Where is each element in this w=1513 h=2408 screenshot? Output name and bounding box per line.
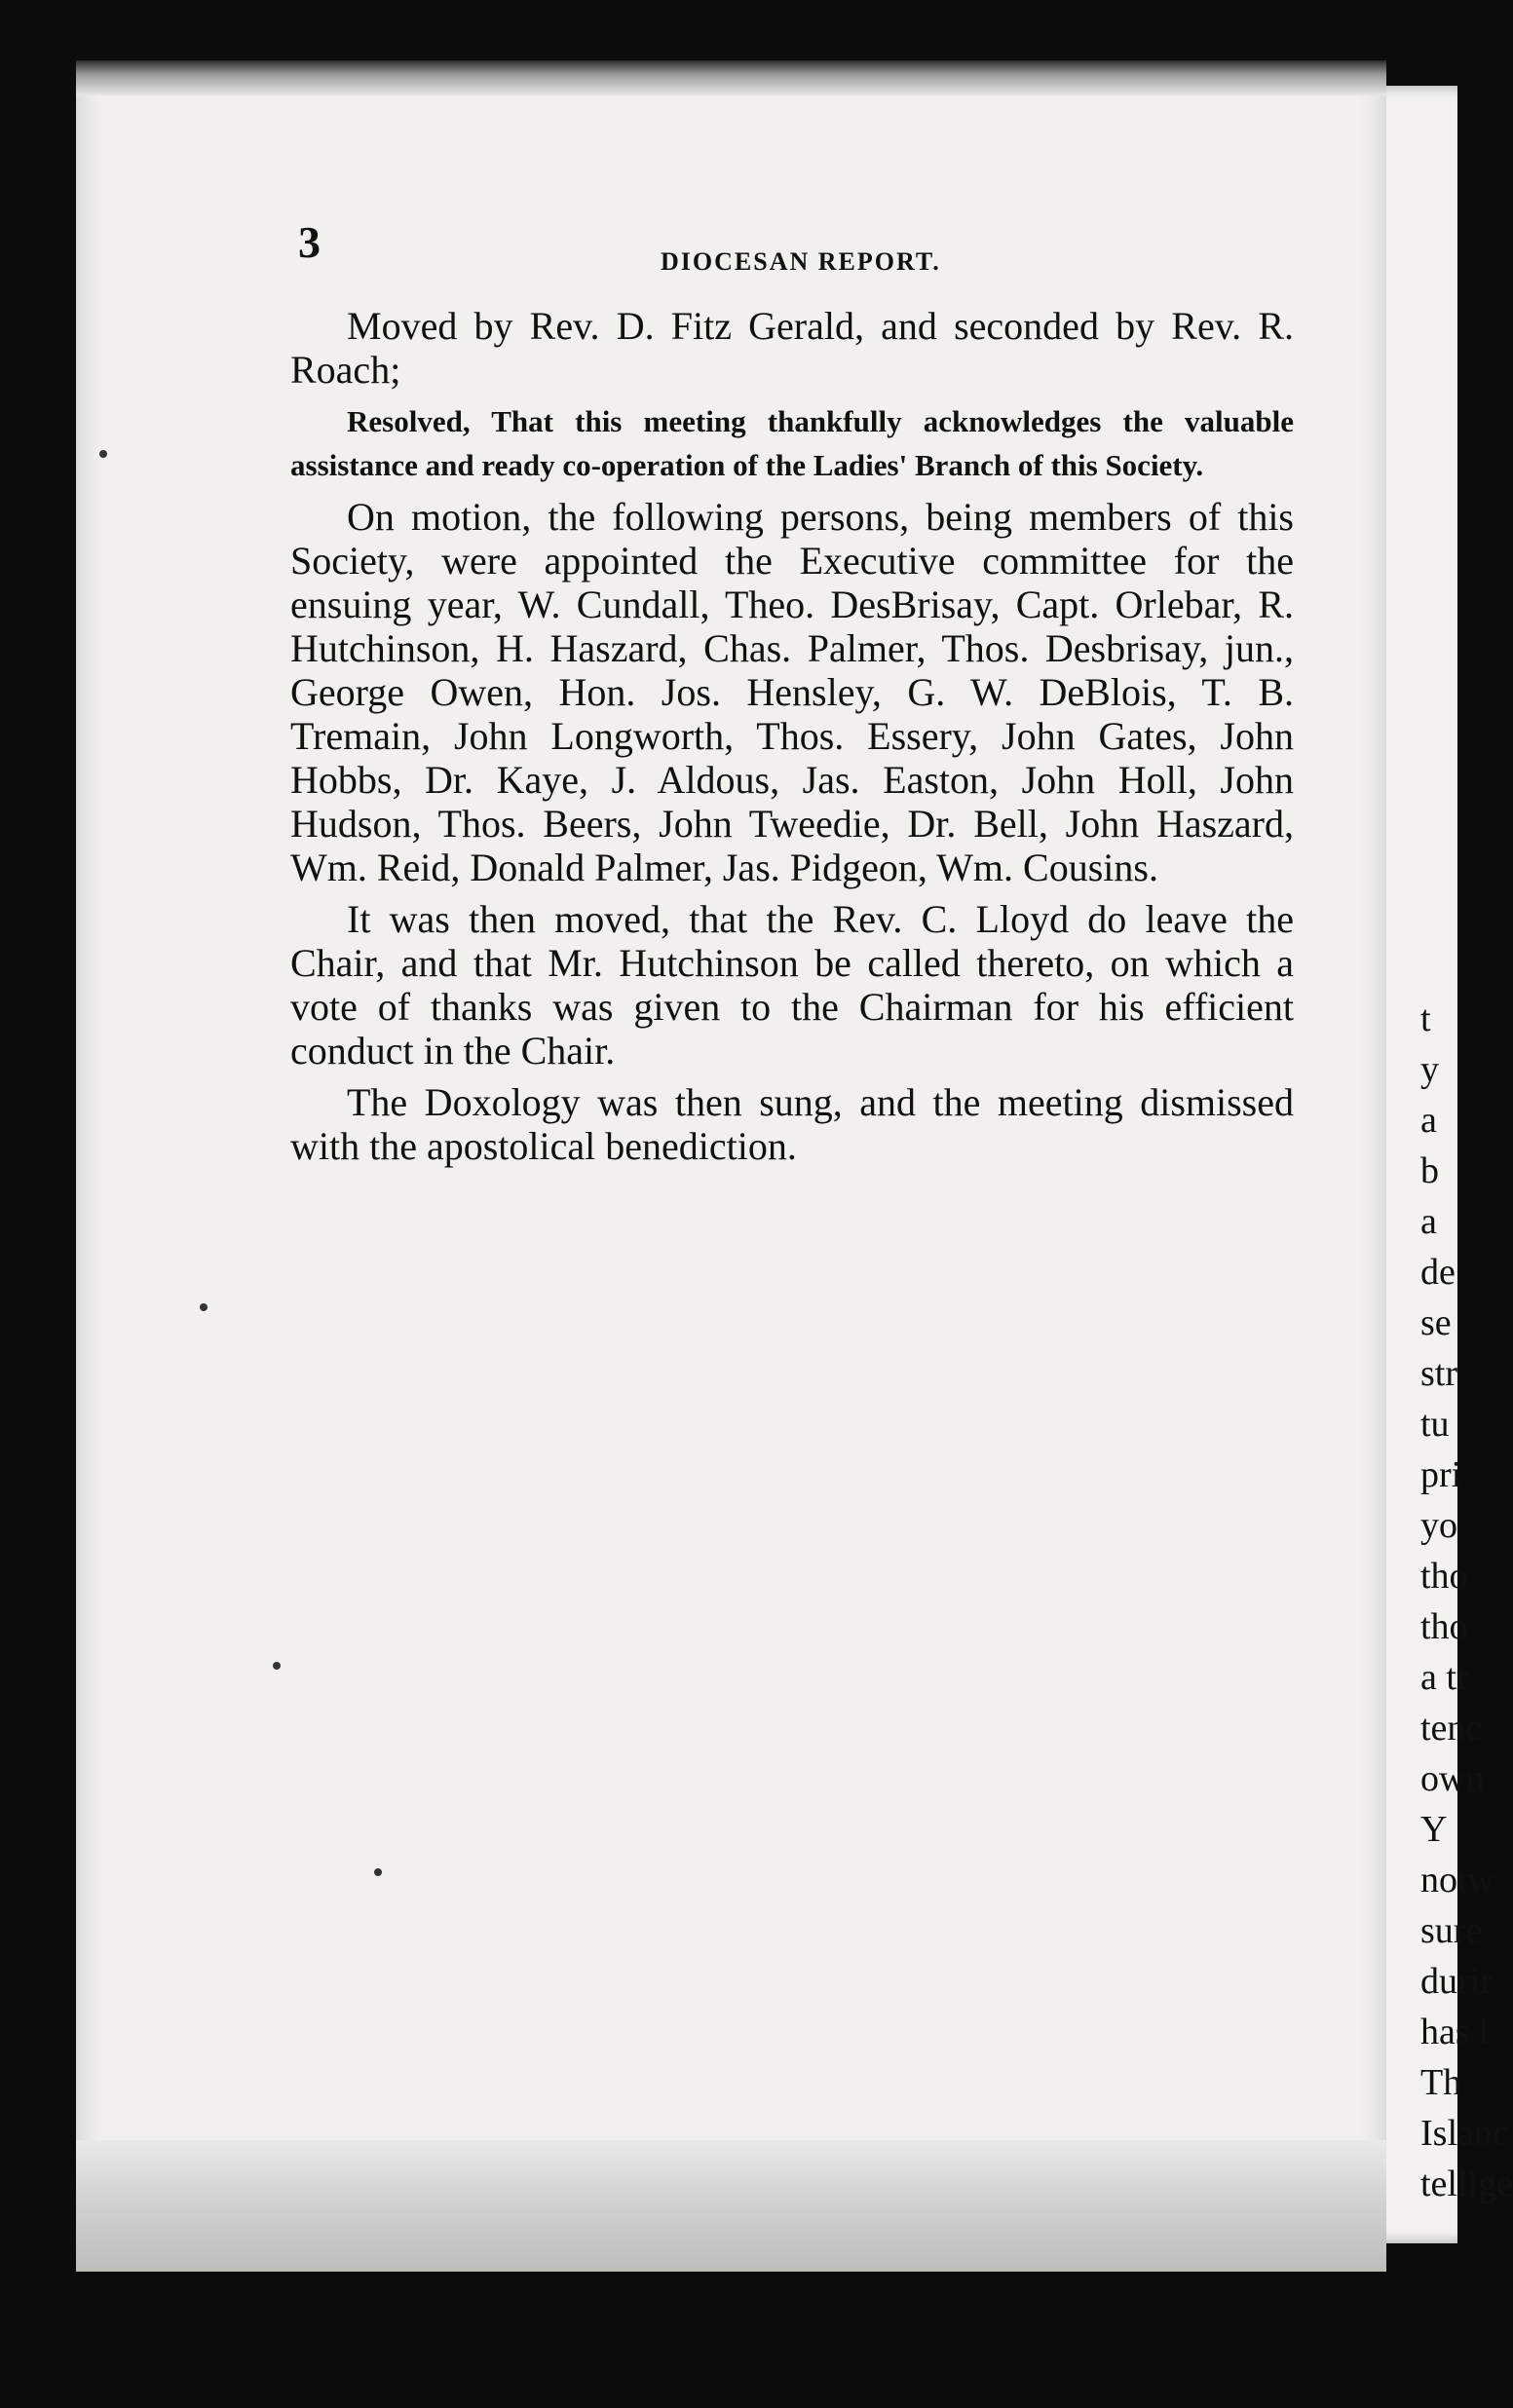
ink-speck (200, 1303, 208, 1311)
ink-speck (273, 1662, 281, 1670)
fragment-line: a (1420, 1100, 1437, 1141)
paragraph-committee: On motion, the following persons, being members of this Society, were appointed the Executive committee for the ensuing year, W. Cundall, Theo. DesBrisay, Capt. Orlebar, R. Hutchinson, H. Haszard, Chas. Palmer, Thos. Desbrisay, jun., George Owen, Hon. Jos. Hensley, G. W. DeBlois, T. B. Tremain, John Longworth, Thos. Essery, John Gates, John Hobbs, Dr. Kaye, J. Aldous, Jas. Easton, John Holl, John Hudson, Thos. Beers, John Tweedie, Dr. Bell, John Haszard, Wm. Reid, Donald Palmer, Jas. Pidgeon, Wm. Cousins. (290, 495, 1294, 889)
paragraph-doxology: The Doxology was then sung, and the meeting dismissed with the apostolical benediction. (290, 1080, 1294, 1168)
fragment-line: b (1420, 1150, 1439, 1191)
fragment-line: y (1420, 1049, 1439, 1090)
paragraph-resolution: Resolved, That this meeting thankfully acknowledges the valuable assistance and ready co-operation of the Ladies' Branch of this Society. (290, 404, 1294, 482)
paragraph-motion: Moved by Rev. D. Fitz Gerald, and seconded by Rev. R. Roach; (290, 304, 1294, 392)
fragment-line: sure (1420, 1910, 1483, 1951)
fragment-line: tho (1420, 1556, 1468, 1597)
page-bottom-edge (76, 2140, 1386, 2272)
ink-speck (99, 450, 107, 458)
fragment-line: a tr (1420, 1657, 1469, 1698)
fragment-line: se (1420, 1302, 1452, 1343)
fragment-line: tho (1420, 1606, 1468, 1647)
running-head: DIOCESAN REPORT. (661, 247, 941, 276)
fragment-line: Islanc (1420, 2113, 1509, 2154)
fragment-line: str (1420, 1353, 1457, 1394)
fragment-line: yo (1420, 1505, 1457, 1546)
fragment-line: durir (1420, 1961, 1493, 2002)
fragment-line: a (1420, 1201, 1437, 1242)
fragment-line: t (1420, 998, 1431, 1039)
fragment-line: has l (1420, 2012, 1490, 2052)
ink-speck (374, 1868, 382, 1876)
paragraph-chair: It was then moved, that the Rev. C. Lloyd do leave the Chair, and that Mr. Hutchinson be called thereto, on which a vote of thanks was given to the Chairman for his efficient conduct in the Chair. (290, 897, 1294, 1072)
fragment-line: Y (1420, 1809, 1448, 1850)
fragment-line: tu (1420, 1404, 1450, 1445)
fragment-line: Th (1420, 2062, 1462, 2103)
facing-page-text-fragments (1420, 994, 1513, 2209)
page-body (290, 304, 1294, 1176)
page-number: 3 (298, 217, 321, 267)
fragment-line: tenc (1420, 1708, 1483, 1749)
fragment-line: pri (1420, 1454, 1462, 1495)
fragment-line: de (1420, 1252, 1456, 1293)
fragment-line: tellige (1420, 2163, 1513, 2204)
fragment-line: notw (1420, 1860, 1494, 1900)
fragment-line: own (1420, 1758, 1485, 1799)
